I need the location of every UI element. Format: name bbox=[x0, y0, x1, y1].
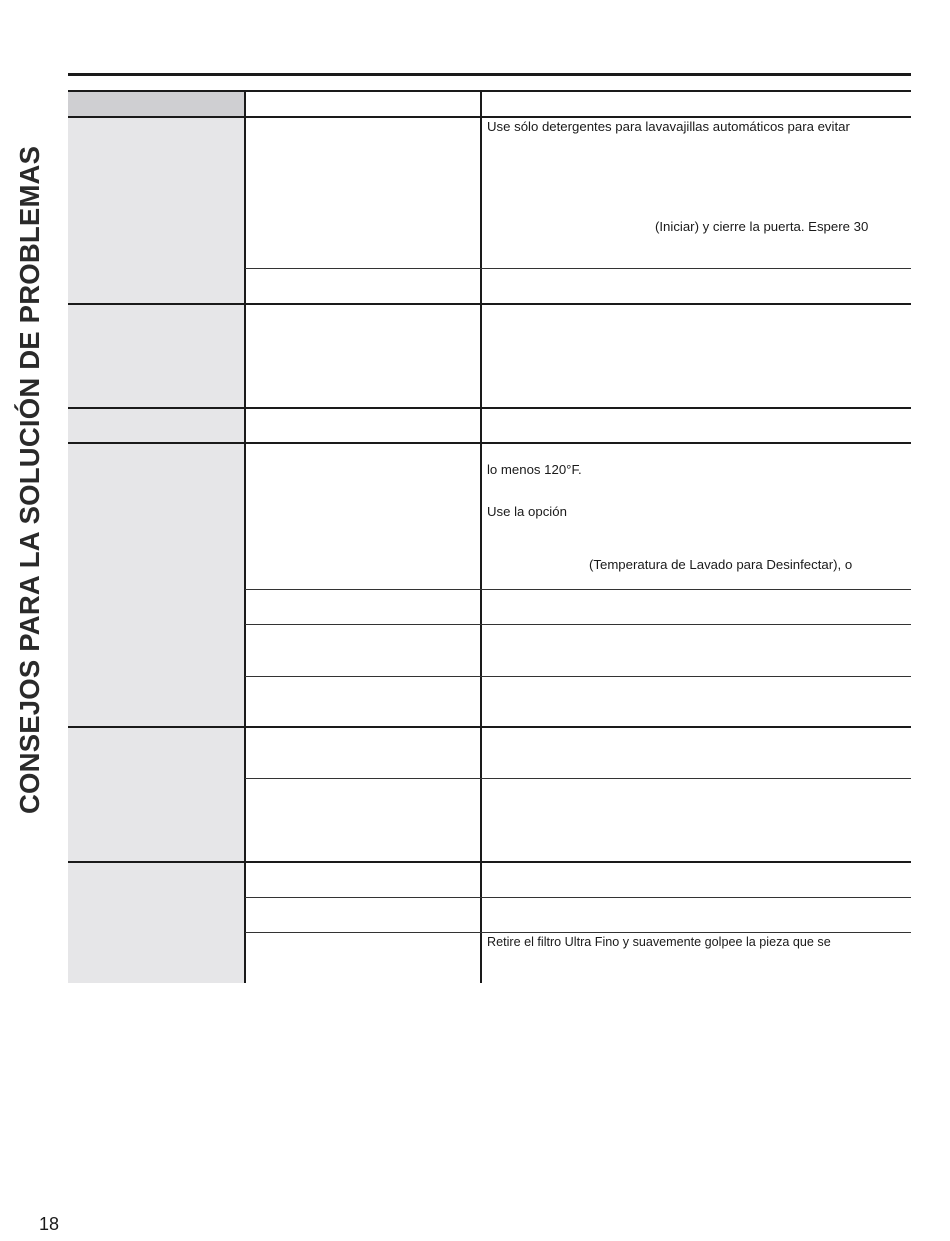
page-number: 18 bbox=[39, 1214, 60, 1234]
row-divider bbox=[68, 861, 911, 863]
problem-cell-5 bbox=[68, 728, 244, 861]
sub-row-divider bbox=[245, 778, 911, 779]
solution-text-detergent: Use sólo detergentes para lavavajillas automáticos para evitar bbox=[487, 119, 850, 134]
solution-text-temperature: lo menos 120°F. bbox=[487, 462, 582, 477]
row-divider bbox=[68, 407, 911, 409]
row-divider bbox=[68, 442, 911, 444]
row-divider bbox=[68, 726, 911, 728]
sub-row-divider bbox=[245, 624, 911, 625]
side-title: CONSEJOS PARA LA SOLUCIÓN DE PROBLEMAS bbox=[14, 145, 45, 814]
row-divider bbox=[68, 303, 911, 305]
sub-row-divider bbox=[245, 897, 911, 898]
sub-row-divider bbox=[245, 676, 911, 677]
problem-cell-1 bbox=[68, 118, 244, 303]
solution-text-start: (Iniciar) y cierre la puerta. Espere 30 bbox=[655, 219, 869, 234]
column-divider-1 bbox=[244, 90, 246, 983]
sub-row-divider bbox=[245, 268, 911, 269]
column-divider-2 bbox=[480, 90, 482, 983]
header-problem-cell bbox=[68, 91, 244, 116]
solution-text-option: Use la opción bbox=[487, 504, 567, 519]
problem-cell-2 bbox=[68, 305, 244, 407]
sub-row-divider bbox=[245, 589, 911, 590]
solution-text-sanitize: (Temperatura de Lavado para Desinfectar), o bbox=[589, 557, 853, 572]
problem-cell-4 bbox=[68, 444, 244, 726]
row-divider bbox=[68, 90, 911, 92]
solution-text-filter: Retire el filtro Ultra Fino y suavemente golpee la pieza que se bbox=[487, 935, 831, 949]
problem-cell-6 bbox=[68, 863, 244, 983]
top-rule bbox=[68, 73, 911, 76]
sub-row-divider bbox=[245, 932, 911, 933]
row-divider bbox=[68, 116, 911, 118]
problem-cell-3 bbox=[68, 409, 244, 442]
